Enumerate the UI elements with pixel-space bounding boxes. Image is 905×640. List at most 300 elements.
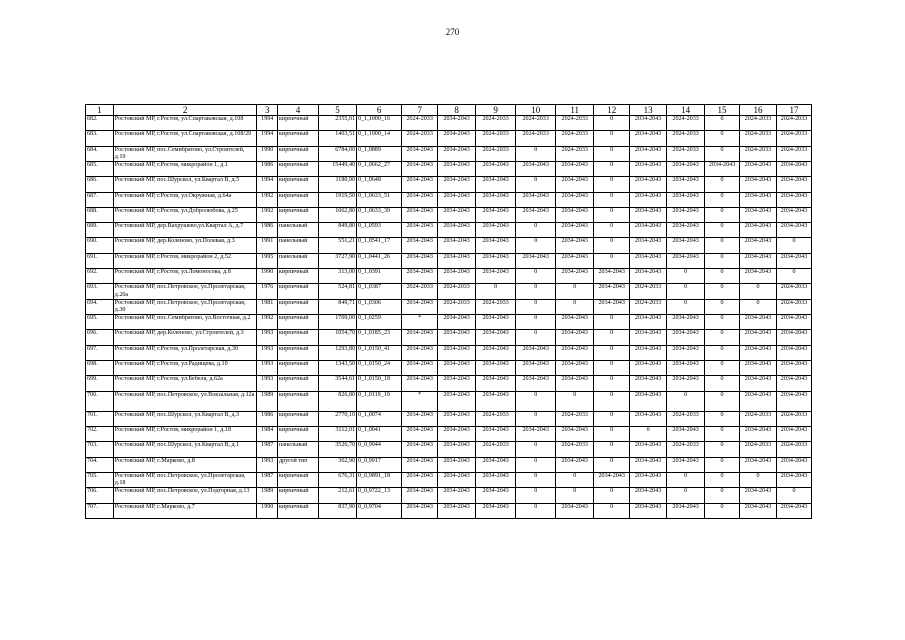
table-cell: 2024-2033 bbox=[556, 116, 594, 131]
table-cell: 702. bbox=[86, 426, 114, 441]
table-row bbox=[86, 269, 812, 284]
table-cell: 0_1,0185_23 bbox=[357, 330, 402, 345]
table-cell: 2034-2043 bbox=[402, 426, 438, 441]
table-cell: 2024-2033 bbox=[740, 131, 777, 146]
table-cell: 2024-2033 bbox=[667, 411, 705, 426]
table-cell: 2034-2043 bbox=[776, 472, 811, 487]
table-cell: 2034-2043 bbox=[630, 207, 667, 222]
table-cell: 2024-2033 bbox=[740, 442, 777, 457]
table-cell: 2024-2033 bbox=[667, 146, 705, 161]
table-cell: 2024-2033 bbox=[776, 299, 811, 314]
table-cell: 0 bbox=[705, 192, 740, 207]
table-cell: 0 bbox=[594, 253, 630, 268]
table-cell: 2034-2043 bbox=[594, 269, 630, 284]
table-cell: 2034-2043 bbox=[516, 345, 556, 360]
table-cell: 2034-2043 bbox=[402, 345, 438, 360]
table-cell: 2034-2043 bbox=[667, 207, 705, 222]
table-cell: 2034-2043 bbox=[740, 345, 777, 360]
table-cell: 701. bbox=[86, 411, 114, 426]
table-cell: 2034-2043 bbox=[438, 146, 476, 161]
table-cell: 0 bbox=[740, 472, 777, 487]
table-cell: 2034-2043 bbox=[667, 376, 705, 391]
table-cell: 2034-2043 bbox=[630, 442, 667, 457]
table-row bbox=[86, 391, 812, 411]
column-header: 11 bbox=[556, 105, 594, 116]
table-cell: 1180,90 bbox=[319, 177, 357, 192]
table-cell: 2034-2043 bbox=[402, 238, 438, 253]
column-header: 6 bbox=[357, 105, 402, 116]
table-cell: 2355,01 bbox=[319, 116, 357, 131]
table-cell: 2034-2043 bbox=[402, 223, 438, 238]
table-cell: 2034-2043 bbox=[667, 330, 705, 345]
table-cell: 2034-2043 bbox=[476, 472, 516, 487]
table-cell: 2034-2043 bbox=[667, 253, 705, 268]
table-cell: 0 bbox=[516, 411, 556, 426]
table-cell: 686. bbox=[86, 177, 114, 192]
table-cell: кирпичный bbox=[278, 426, 319, 441]
table-cell: 2034-2043 bbox=[476, 192, 516, 207]
table-cell: 1403,51 bbox=[319, 131, 357, 146]
table-cell: 849,71 bbox=[319, 299, 357, 314]
table-cell: Ростовский МР, г.Ростов, ул.Добролюбова, д.25 bbox=[113, 207, 257, 222]
table-cell: 0 bbox=[556, 488, 594, 503]
table-cell: 0 bbox=[594, 503, 630, 518]
table-cell: 524,81 bbox=[319, 284, 357, 299]
table-cell: 2034-2043 bbox=[776, 177, 811, 192]
table-cell: 2024-2033 bbox=[438, 299, 476, 314]
column-header: 16 bbox=[740, 105, 777, 116]
table-cell: 0 bbox=[594, 192, 630, 207]
table-cell: 0_1,0150_41 bbox=[357, 345, 402, 360]
table-cell: Ростовский МР, пос.Семибратово, ул.Восточная, д.2 bbox=[113, 315, 257, 330]
table-cell: 2034-2043 bbox=[438, 162, 476, 177]
table-cell: 0 bbox=[705, 376, 740, 391]
table-cell: 2034-2043 bbox=[740, 269, 777, 284]
table-cell: 1984 bbox=[257, 426, 278, 441]
table-cell: 2034-2043 bbox=[667, 503, 705, 518]
table-cell: 2034-2043 bbox=[438, 376, 476, 391]
table-cell: 2034-2043 bbox=[630, 330, 667, 345]
table-cell: 0 bbox=[705, 472, 740, 487]
table-cell: 3544,61 bbox=[319, 376, 357, 391]
table-cell: 2034-2043 bbox=[667, 315, 705, 330]
table-cell: 2034-2043 bbox=[556, 253, 594, 268]
table-cell: 1987 bbox=[257, 442, 278, 457]
table-cell: 2034-2043 bbox=[667, 177, 705, 192]
table-row bbox=[86, 131, 812, 146]
table-cell: 1991 bbox=[257, 238, 278, 253]
table-row bbox=[86, 116, 812, 131]
table-cell: 0_1,0889 bbox=[357, 146, 402, 161]
table-cell: 0_1,0041 bbox=[357, 426, 402, 441]
table-cell: 0 bbox=[556, 472, 594, 487]
table-cell: 849,80 bbox=[319, 223, 357, 238]
table-cell: 2034-2043 bbox=[630, 223, 667, 238]
table-cell: 0 bbox=[667, 269, 705, 284]
table-cell: 0_0,9891_18 bbox=[357, 472, 402, 487]
table-cell: 0 bbox=[740, 284, 777, 299]
table-cell: 0 bbox=[594, 361, 630, 376]
table-cell: 2034-2043 bbox=[438, 315, 476, 330]
table-cell: 2024-2033 bbox=[630, 299, 667, 314]
table-cell: 2034-2043 bbox=[556, 207, 594, 222]
table-cell: кирпичный bbox=[278, 488, 319, 503]
table-cell: 2034-2043 bbox=[516, 376, 556, 391]
table-cell: Ростовский МР, пос.Шурскол, ул.Квартал В, д.5 bbox=[113, 177, 257, 192]
table-cell: Ростовский МР, г.Ростов, ул.Спартаковская, д.108/29 bbox=[113, 131, 257, 146]
table-cell: Ростовский МР, пос.Шурскол, ул.Квартал В, д.1 bbox=[113, 442, 257, 457]
table-cell: панельный bbox=[278, 442, 319, 457]
table-cell: 687. bbox=[86, 192, 114, 207]
table-cell: 2034-2043 bbox=[740, 315, 777, 330]
table-cell: 0 bbox=[556, 284, 594, 299]
table-cell: 2034-2043 bbox=[776, 457, 811, 472]
table-cell: 15449,40 bbox=[319, 162, 357, 177]
table-cell: 2034-2043 bbox=[556, 376, 594, 391]
table-cell: 1993 bbox=[257, 330, 278, 345]
table-cell: 2034-2043 bbox=[776, 361, 811, 376]
table-cell: 0 bbox=[705, 269, 740, 284]
table-cell: 2034-2043 bbox=[776, 162, 811, 177]
table-cell: 2034-2043 bbox=[402, 269, 438, 284]
table-cell: 2034-2043 bbox=[740, 177, 777, 192]
table-cell: панельный bbox=[278, 253, 319, 268]
table-cell: 2034-2043 bbox=[556, 457, 594, 472]
table-cell: 0 bbox=[705, 345, 740, 360]
table-row bbox=[86, 238, 812, 253]
table-cell: 0 bbox=[776, 488, 811, 503]
table-cell: кирпичный bbox=[278, 503, 319, 518]
table-cell: 0 bbox=[516, 488, 556, 503]
table-cell: 3112,01 bbox=[319, 426, 357, 441]
table-cell: 1989 bbox=[257, 391, 278, 411]
table-cell: 2034-2043 bbox=[630, 177, 667, 192]
table-cell: Ростовский МР, дер.Коленово, ул.Строителей, д.3 bbox=[113, 330, 257, 345]
table-cell: Ростовский МР, с.Марково, д.8 bbox=[113, 457, 257, 472]
table-cell: 2034-2043 bbox=[438, 238, 476, 253]
table-cell: 2034-2043 bbox=[438, 131, 476, 146]
table-cell: 0 bbox=[705, 299, 740, 314]
table-cell: 0 bbox=[516, 330, 556, 345]
table-cell: 0 bbox=[516, 177, 556, 192]
table-cell: 0 bbox=[516, 391, 556, 411]
table-cell: 2034-2043 bbox=[740, 238, 777, 253]
table-cell: 2034-2043 bbox=[630, 472, 667, 487]
table-cell: 2024-2033 bbox=[516, 131, 556, 146]
table-cell: другой тип bbox=[278, 457, 319, 472]
table-cell: 0 bbox=[516, 238, 556, 253]
table-cell: 2034-2043 bbox=[556, 426, 594, 441]
table-cell: 2034-2043 bbox=[476, 457, 516, 472]
table-cell: 2034-2043 bbox=[402, 330, 438, 345]
table-cell: 2034-2043 bbox=[476, 223, 516, 238]
table-cell: 0 bbox=[705, 177, 740, 192]
table-cell: 2034-2043 bbox=[667, 223, 705, 238]
table-cell: 1986 bbox=[257, 223, 278, 238]
table-row bbox=[86, 146, 812, 161]
table-cell: 2034-2043 bbox=[438, 472, 476, 487]
table-cell: 0 bbox=[705, 426, 740, 441]
table-cell: 2034-2043 bbox=[667, 426, 705, 441]
table-cell: 2034-2043 bbox=[556, 238, 594, 253]
table-cell: 362,90 bbox=[319, 457, 357, 472]
table-cell: 2024-2033 bbox=[740, 411, 777, 426]
table-cell: 1981 bbox=[257, 299, 278, 314]
table-row bbox=[86, 177, 812, 192]
table-cell: 0 bbox=[630, 426, 667, 441]
table-cell: 2024-2033 bbox=[776, 411, 811, 426]
table-cell: 2034-2043 bbox=[556, 223, 594, 238]
table-cell: 2034-2043 bbox=[740, 223, 777, 238]
table-cell: 0_1,0662_27 bbox=[357, 162, 402, 177]
table-cell: 1990 bbox=[257, 269, 278, 284]
table-row bbox=[86, 223, 812, 238]
table-cell: 2034-2043 bbox=[630, 192, 667, 207]
table-row bbox=[86, 457, 812, 472]
table-cell: 1919,50 bbox=[319, 192, 357, 207]
table-cell: 695. bbox=[86, 315, 114, 330]
table-cell: кирпичный bbox=[278, 361, 319, 376]
table-cell: 2034-2043 bbox=[556, 162, 594, 177]
table-row bbox=[86, 284, 812, 299]
table-cell: 0 bbox=[594, 131, 630, 146]
table-cell: 2034-2043 bbox=[556, 177, 594, 192]
table-cell: 1989 bbox=[257, 488, 278, 503]
table-cell: 2034-2043 bbox=[776, 426, 811, 441]
table-cell: 2034-2043 bbox=[516, 192, 556, 207]
table-row bbox=[86, 207, 812, 222]
table-cell: 2024-2033 bbox=[476, 131, 516, 146]
column-header: 5 bbox=[319, 105, 357, 116]
table-cell: 2034-2043 bbox=[556, 269, 594, 284]
table-cell: 1990 bbox=[257, 146, 278, 161]
table-cell: 2034-2043 bbox=[402, 503, 438, 518]
table-cell: 2034-2043 bbox=[630, 146, 667, 161]
table-cell: 694. bbox=[86, 299, 114, 314]
table-cell: 0 bbox=[705, 315, 740, 330]
table-cell: Ростовский МР, пос.Шурскол, ул.Квартал В, д.3 bbox=[113, 411, 257, 426]
table-cell: 2024-2033 bbox=[402, 116, 438, 131]
table-cell: 2024-2033 bbox=[556, 442, 594, 457]
table-cell: 2034-2043 bbox=[630, 457, 667, 472]
table-cell: 2034-2043 bbox=[476, 426, 516, 441]
table-cell: 0 bbox=[667, 472, 705, 487]
table-cell: 2034-2043 bbox=[630, 391, 667, 411]
table-cell: 2034-2043 bbox=[776, 503, 811, 518]
page-number: 270 bbox=[445, 27, 460, 37]
table-cell: 2034-2043 bbox=[594, 299, 630, 314]
table-cell: 2034-2043 bbox=[402, 376, 438, 391]
table-cell: 1293,80 bbox=[319, 345, 357, 360]
table-cell: 2034-2043 bbox=[438, 177, 476, 192]
table-cell: 1993 bbox=[257, 376, 278, 391]
column-header: 10 bbox=[516, 105, 556, 116]
table-cell: 0 bbox=[705, 330, 740, 345]
table-row bbox=[86, 503, 812, 518]
table-cell: 0 bbox=[705, 442, 740, 457]
table-cell: кирпичный bbox=[278, 207, 319, 222]
column-header: 9 bbox=[476, 105, 516, 116]
table-cell: 2034-2043 bbox=[438, 391, 476, 411]
table-cell: 2034-2043 bbox=[402, 361, 438, 376]
table-cell: 2034-2043 bbox=[476, 345, 516, 360]
column-header: 1 bbox=[86, 105, 114, 116]
table-row bbox=[86, 426, 812, 441]
table-cell: 0 bbox=[516, 146, 556, 161]
table-cell: 2034-2043 bbox=[516, 253, 556, 268]
table-cell: 2034-2043 bbox=[438, 411, 476, 426]
table-cell: 0_1,1000_14 bbox=[357, 131, 402, 146]
table-cell: 684. bbox=[86, 146, 114, 161]
table-row bbox=[86, 376, 812, 391]
table-cell: кирпичный bbox=[278, 116, 319, 131]
table-cell: * bbox=[402, 315, 438, 330]
table-cell: 2034-2043 bbox=[630, 411, 667, 426]
table-cell: 2034-2043 bbox=[402, 192, 438, 207]
table-cell: 0 bbox=[594, 426, 630, 441]
table-cell: 2034-2043 bbox=[476, 315, 516, 330]
housing-register-table bbox=[85, 104, 812, 519]
table-cell: 2034-2043 bbox=[667, 457, 705, 472]
table-cell: 2770,10 bbox=[319, 411, 357, 426]
table-cell: 0 bbox=[594, 315, 630, 330]
table-cell: 2034-2043 bbox=[556, 315, 594, 330]
table-cell: 2034-2043 bbox=[516, 361, 556, 376]
table-cell: 0 bbox=[705, 146, 740, 161]
table-cell: 2034-2043 bbox=[740, 207, 777, 222]
table-cell: 2024-2033 bbox=[556, 411, 594, 426]
table-cell: кирпичный bbox=[278, 345, 319, 360]
table-cell: 2024-2033 bbox=[476, 116, 516, 131]
table-cell: 2034-2043 bbox=[776, 391, 811, 411]
table-cell: 2034-2043 bbox=[402, 299, 438, 314]
table-cell: 0 bbox=[705, 457, 740, 472]
table-cell: 0 bbox=[516, 315, 556, 330]
table-cell: 2034-2043 bbox=[740, 162, 777, 177]
table-cell: 0 bbox=[594, 162, 630, 177]
table-cell: 0 bbox=[705, 253, 740, 268]
table-cell: 2034-2043 bbox=[667, 361, 705, 376]
table-cell: 0 bbox=[556, 299, 594, 314]
table-cell: 2024-2033 bbox=[776, 131, 811, 146]
table-cell: 2034-2043 bbox=[740, 488, 777, 503]
table-cell: 1986 bbox=[257, 162, 278, 177]
table-cell: 2034-2043 bbox=[740, 253, 777, 268]
table-cell: 2024-2033 bbox=[516, 116, 556, 131]
table-cell: 2034-2043 bbox=[740, 391, 777, 411]
table-cell: 2024-2033 bbox=[776, 442, 811, 457]
table-cell: 2024-2033 bbox=[476, 411, 516, 426]
table-cell: 0 bbox=[705, 284, 740, 299]
table-row bbox=[86, 345, 812, 360]
table-cell: 2024-2033 bbox=[776, 116, 811, 131]
table-cell: 682. bbox=[86, 116, 114, 131]
table-cell: 692. bbox=[86, 269, 114, 284]
table-cell: кирпичный bbox=[278, 376, 319, 391]
table-cell: 0 bbox=[776, 238, 811, 253]
table-cell: 2034-2043 bbox=[402, 207, 438, 222]
column-header: 2 bbox=[113, 105, 257, 116]
table-cell: 0_1,1000_16 bbox=[357, 116, 402, 131]
table-cell: 2034-2043 bbox=[740, 330, 777, 345]
table-cell: 2024-2033 bbox=[402, 284, 438, 299]
table-cell: панельный bbox=[278, 238, 319, 253]
table-cell: Ростовский МР, пос.Петровское, ул.Вокзальная, д.12а bbox=[113, 391, 257, 411]
table-cell: 0 bbox=[667, 299, 705, 314]
table-cell: 2034-2043 bbox=[402, 411, 438, 426]
table-cell: 2034-2043 bbox=[667, 192, 705, 207]
table-cell: 2034-2043 bbox=[594, 472, 630, 487]
table-cell: 2034-2043 bbox=[630, 376, 667, 391]
table-cell: кирпичный bbox=[278, 131, 319, 146]
table-cell: Ростовский МР, г.Ростов, ул.Бебеля, д.62а bbox=[113, 376, 257, 391]
table-cell: 0 bbox=[705, 116, 740, 131]
table-cell: кирпичный bbox=[278, 391, 319, 411]
table-cell: 2034-2043 bbox=[516, 162, 556, 177]
table-cell: 2024-2033 bbox=[740, 146, 777, 161]
table-cell: 2024-2033 bbox=[776, 284, 811, 299]
table-cell: 2024-2033 bbox=[630, 284, 667, 299]
table-cell: кирпичный bbox=[278, 315, 319, 330]
table-cell: 2034-2043 bbox=[556, 330, 594, 345]
table-cell: 1062,80 bbox=[319, 207, 357, 222]
table-cell: 0_1,0387 bbox=[357, 284, 402, 299]
table-cell: 2034-2043 bbox=[630, 315, 667, 330]
table-cell: 700. bbox=[86, 391, 114, 411]
table-cell: 2034-2043 bbox=[402, 146, 438, 161]
table-cell: 2034-2043 bbox=[630, 162, 667, 177]
column-header: 4 bbox=[278, 105, 319, 116]
table-cell: 2034-2043 bbox=[402, 177, 438, 192]
table-cell: 2034-2043 bbox=[438, 488, 476, 503]
table-cell: 2034-2043 bbox=[776, 376, 811, 391]
table-cell: Ростовский МР, г.Ростов, ул.Пролетарская, д.30 bbox=[113, 345, 257, 360]
table-cell: 826,80 bbox=[319, 391, 357, 411]
table-cell: 1054,70 bbox=[319, 330, 357, 345]
table-cell: 2034-2043 bbox=[476, 207, 516, 222]
table-cell: 0_1,0633_51 bbox=[357, 192, 402, 207]
table-cell: Ростовский МР, г.Ростов, ул.Радищева, д.10 bbox=[113, 361, 257, 376]
table-cell: 2034-2043 bbox=[667, 238, 705, 253]
column-header: 17 bbox=[776, 105, 811, 116]
table-cell: 0_1,0119_19 bbox=[357, 391, 402, 411]
table-cell: 2034-2043 bbox=[705, 162, 740, 177]
table-cell: 2034-2043 bbox=[476, 361, 516, 376]
table-cell: Ростовский МР, пос.Петровское, ул.Пролетарская, д.30 bbox=[113, 299, 257, 314]
table-cell: 1993 bbox=[257, 457, 278, 472]
table-cell: 2034-2043 bbox=[476, 269, 516, 284]
table-cell: 0 bbox=[705, 361, 740, 376]
table-cell: 2034-2043 bbox=[438, 269, 476, 284]
table-cell: 0_1,0441_26 bbox=[357, 253, 402, 268]
table-cell: 313,00 bbox=[319, 269, 357, 284]
table-cell: * bbox=[402, 391, 438, 411]
table-cell: 0 bbox=[705, 503, 740, 518]
table-cell: 0 bbox=[594, 376, 630, 391]
table-cell: 2034-2043 bbox=[438, 426, 476, 441]
table-cell: 699. bbox=[86, 376, 114, 391]
table-cell: 6784,00 bbox=[319, 146, 357, 161]
table-cell: 0 bbox=[516, 457, 556, 472]
table-cell: 2034-2043 bbox=[438, 253, 476, 268]
column-header: 8 bbox=[438, 105, 476, 116]
table-cell: 0 bbox=[594, 238, 630, 253]
table-cell: 0 bbox=[705, 223, 740, 238]
table-cell: 706. bbox=[86, 488, 114, 503]
table-cell: 1994 bbox=[257, 177, 278, 192]
table-cell: 2024-2033 bbox=[476, 442, 516, 457]
table-cell: 693. bbox=[86, 284, 114, 299]
